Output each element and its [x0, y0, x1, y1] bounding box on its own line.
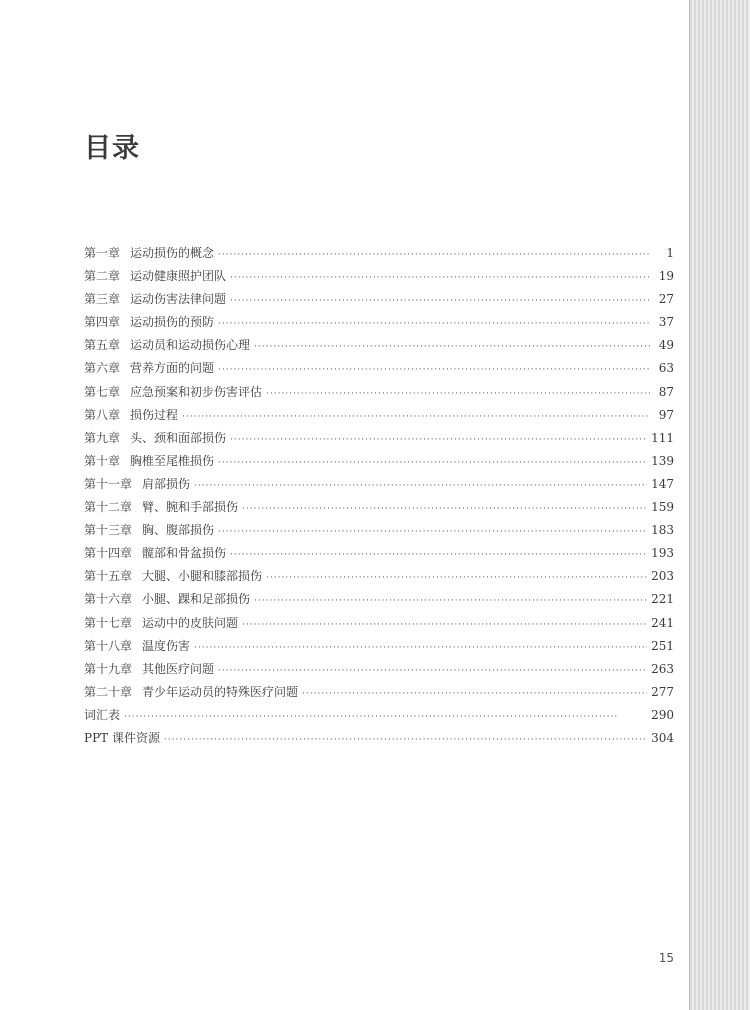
- chapter-title: 大腿、小腿和膝部损伤: [142, 569, 263, 584]
- chapter-page: 290: [651, 707, 674, 722]
- chapter-title: 运动损伤的概念: [130, 246, 215, 260]
- chapter-page: 241: [651, 615, 674, 630]
- chapter-page: 49: [658, 338, 674, 353]
- chapter-number: 第十二章: [84, 500, 133, 515]
- chapter-page: 27: [658, 292, 674, 307]
- dot-leader: [218, 319, 650, 329]
- chapter-number: 第八章: [84, 407, 121, 422]
- dot-leader: [164, 735, 647, 745]
- chapter-page: 147: [651, 476, 674, 491]
- dot-leader: [230, 550, 647, 560]
- toc-entry[interactable]: [84, 498, 674, 521]
- chapter-title: 应急预案和初步伤害评估: [130, 384, 263, 399]
- chapter-title: 髋部和骨盆损伤: [142, 546, 227, 561]
- dot-leader: [230, 435, 647, 445]
- chapter-number: 第十五章: [84, 569, 133, 584]
- chapter-page: 87: [658, 384, 674, 399]
- chapter-page: 139: [651, 453, 674, 468]
- toc-entry[interactable]: [84, 614, 674, 637]
- dot-leader: [194, 481, 647, 491]
- chapter-title: 温度伤害: [142, 638, 191, 653]
- chapter-number: 第十一章: [84, 476, 133, 491]
- chapter-number: 第二十章: [84, 684, 133, 699]
- chapter-number: 第二章: [84, 269, 121, 284]
- toc-entry[interactable]: [84, 567, 674, 590]
- dot-leader: [218, 365, 650, 375]
- dot-leader: [218, 666, 647, 676]
- page-edge-strip: [689, 0, 750, 1010]
- dot-leader: [194, 643, 647, 653]
- chapter-title: 青少年运动员的特殊医疗问题: [142, 684, 299, 699]
- chapter-page: 111: [651, 430, 674, 445]
- toc-entry[interactable]: [84, 383, 674, 406]
- dot-leader: [302, 689, 647, 699]
- chapter-title: 其他医疗问题: [142, 661, 215, 676]
- toc-entry[interactable]: [84, 590, 674, 613]
- chapter-number: 第十九章: [84, 661, 133, 676]
- chapter-number: 第三章: [84, 292, 121, 307]
- toc-entry[interactable]: [84, 660, 674, 683]
- table-of-contents: [84, 244, 674, 752]
- chapter-title: 臂、腕和手部损伤: [142, 500, 239, 515]
- chapter-title: 头、颈和面部损伤: [130, 430, 227, 445]
- toc-entry[interactable]: [84, 521, 674, 544]
- toc-entry[interactable]: [84, 313, 674, 336]
- toc-entry[interactable]: [84, 359, 674, 382]
- chapter-number: 第十六章: [84, 592, 133, 607]
- chapter-number: 第十三章: [84, 523, 133, 538]
- dot-leader: [182, 412, 650, 422]
- dot-leader: [242, 620, 647, 630]
- chapter-number: 第五章: [84, 338, 121, 353]
- chapter-title: 运动员和运动损伤心理: [130, 338, 251, 353]
- dot-leader: [254, 342, 650, 352]
- toc-entry[interactable]: [84, 290, 674, 313]
- dot-leader: [254, 596, 647, 606]
- toc-entry[interactable]: [84, 244, 674, 267]
- chapter-page: 251: [651, 638, 674, 653]
- chapter-page: 203: [651, 569, 674, 584]
- chapter-number: 第十四章: [84, 546, 133, 561]
- chapter-title: 胸、腹部损伤: [142, 523, 215, 538]
- toc-entry[interactable]: [84, 267, 674, 290]
- chapter-page: 97: [658, 407, 674, 422]
- chapter-number: 第四章: [84, 315, 121, 330]
- chapter-page: 159: [651, 500, 674, 515]
- chapter-page: 304: [651, 730, 674, 745]
- toc-entry[interactable]: [84, 544, 674, 567]
- dot-leader: [266, 389, 650, 399]
- toc-entry[interactable]: [84, 406, 674, 429]
- chapter-title: 运动中的皮肤问题: [142, 615, 239, 630]
- dot-leader: [218, 250, 650, 260]
- toc-entry[interactable]: [84, 637, 674, 660]
- toc-entry[interactable]: [84, 336, 674, 359]
- page-title: 目录: [84, 133, 140, 164]
- toc-entry-glossary[interactable]: [84, 706, 674, 729]
- chapter-title: 运动损伤的预防: [130, 315, 215, 330]
- chapter-title: PPT 课件资源: [84, 730, 160, 745]
- chapter-page: 221: [651, 592, 674, 607]
- toc-entry-ppt-resources[interactable]: [84, 729, 674, 752]
- chapter-page: 183: [651, 523, 674, 538]
- toc-entry[interactable]: [84, 683, 674, 706]
- chapter-title: 营养方面的问题: [130, 361, 215, 376]
- chapter-page: 37: [658, 315, 674, 330]
- toc-entry[interactable]: [84, 475, 674, 498]
- dot-leader: [230, 296, 650, 306]
- chapter-number: 第十章: [84, 453, 121, 468]
- chapter-number: 第一章: [84, 246, 121, 260]
- chapter-title: 小腿、踝和足部损伤: [142, 592, 251, 607]
- page-number: 15: [658, 951, 674, 965]
- chapter-title: 胸椎至尾椎损伤: [130, 453, 215, 468]
- chapter-title: 运动健康照护团队: [130, 269, 227, 284]
- chapter-page: 193: [651, 546, 674, 561]
- toc-entry[interactable]: [84, 452, 674, 475]
- chapter-page: 1: [666, 246, 674, 260]
- chapter-page: 277: [651, 684, 674, 699]
- chapter-title: 肩部损伤: [142, 476, 191, 491]
- chapter-number: 第九章: [84, 430, 121, 445]
- chapter-title: 运动伤害法律问题: [130, 292, 227, 307]
- chapter-title: 词汇表: [84, 707, 121, 722]
- dot-leader: [124, 712, 647, 722]
- chapter-page: 263: [651, 661, 674, 676]
- chapter-page: 63: [658, 361, 674, 376]
- dot-leader: [230, 273, 650, 283]
- chapter-number: 第十八章: [84, 638, 133, 653]
- dot-leader: [266, 573, 647, 583]
- chapter-number: 第十七章: [84, 615, 133, 630]
- chapter-page: 19: [658, 269, 674, 284]
- chapter-number: 第七章: [84, 384, 121, 399]
- dot-leader: [218, 527, 647, 537]
- dot-leader: [242, 504, 647, 514]
- toc-entry[interactable]: [84, 429, 674, 452]
- chapter-number: 第六章: [84, 361, 121, 376]
- dot-leader: [218, 458, 647, 468]
- chapter-title: 损伤过程: [130, 407, 179, 422]
